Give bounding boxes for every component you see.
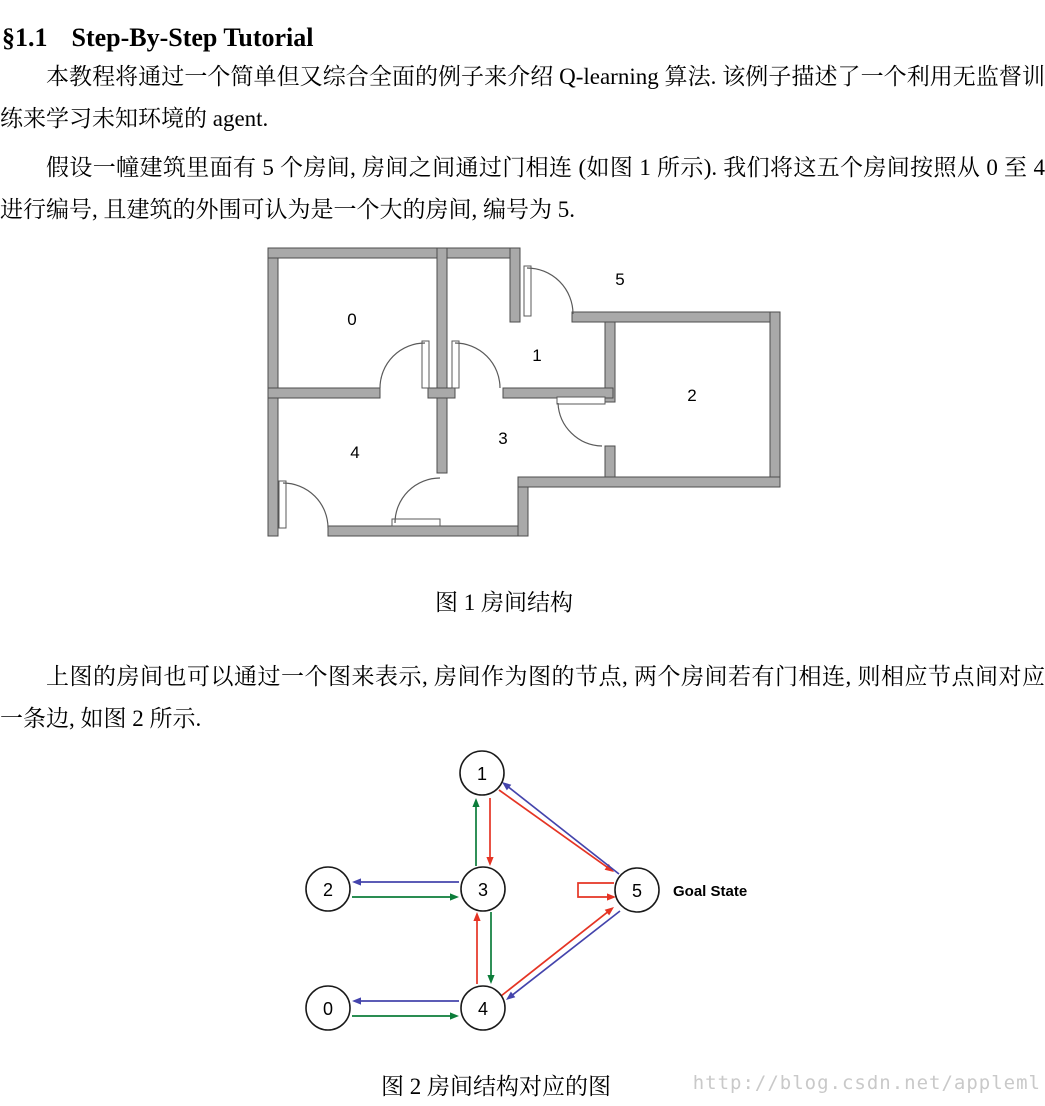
section-title: Step-By-Step Tutorial <box>71 23 314 53</box>
arrowhead <box>450 1012 459 1019</box>
edge-5-4 <box>511 911 620 996</box>
arrowhead <box>487 975 494 984</box>
state-graph-figure <box>0 745 1045 1045</box>
arrowhead <box>486 857 493 866</box>
goal-state-label: Goal State <box>673 883 748 900</box>
node-label-2: 2 <box>322 880 334 900</box>
figure2-caption: 图 2 房间结构对应的图 <box>381 1074 611 1099</box>
room-label-0: 0 <box>347 310 357 329</box>
figure1-caption: 图 1 房间结构 <box>435 590 573 615</box>
paragraph-building: 假设一幢建筑里面有 5 个房间, 房间之间通过门相连 (如图 1 所示). 我们将这五个房间按照从 0 至 4 进行编号, 且建筑的外围可认为是一个大的房间, 编号为 5. <box>0 155 1045 222</box>
paragraph-graph: 上图的房间也可以通过一个图来表示, 房间作为图的节点, 两个房间若有门相连, 则相应节点间对应一条边, 如图 2 所示. <box>0 664 1045 731</box>
section-heading <box>2 23 314 53</box>
edge-4-5 <box>501 911 609 996</box>
room-label-3: 3 <box>498 429 508 448</box>
edge-5-1 <box>507 786 619 874</box>
node-label-3: 3 <box>477 880 489 900</box>
floor-plan-room-labels <box>347 270 696 462</box>
arrowhead <box>473 912 480 921</box>
node-label-1: 1 <box>476 764 488 784</box>
room-label-2: 2 <box>687 386 697 405</box>
node-label-0: 0 <box>322 999 334 1019</box>
edge-1-5 <box>499 790 609 869</box>
graph-nodes <box>306 751 659 1030</box>
watermark-url: http://blog.csdn.net/appleml <box>692 1072 1041 1094</box>
arrowhead <box>472 798 479 807</box>
paragraph-intro: 本教程将通过一个简单但又综合全面的例子来介绍 Q-learning 算法. 该例子描述了一个利用无监督训练来学习未知环境的 agent. <box>0 64 1045 131</box>
node-label-5: 5 <box>631 881 643 901</box>
section-number: §1.1 <box>2 23 48 53</box>
arrowhead <box>352 997 361 1004</box>
arrowhead <box>450 893 459 900</box>
node-label-4: 4 <box>477 999 489 1019</box>
room-label-1: 1 <box>532 346 542 365</box>
floor-plan-figure <box>0 240 1045 545</box>
room-label-5: 5 <box>615 270 625 289</box>
arrowhead <box>352 878 361 885</box>
room-label-4: 4 <box>350 443 360 462</box>
